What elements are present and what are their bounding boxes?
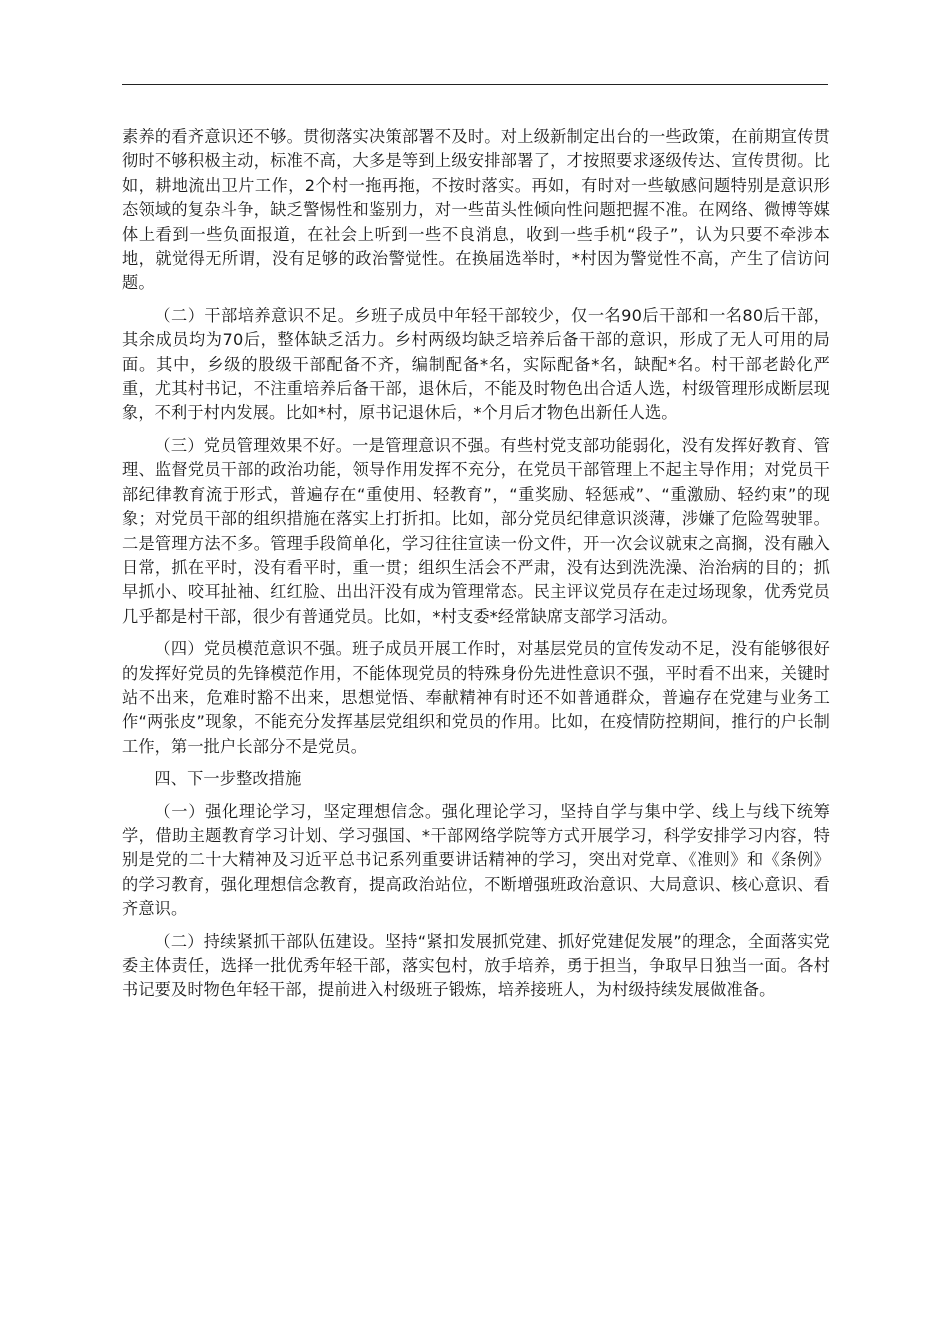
paragraph-continuation: 素养的看齐意识还不够。贯彻落实决策部署不及时。对上级新制定出台的一些政策，在前期宣传贯彻时不够积极主动，标准不高，大多是等到上级安排部署了，才按照要求逐级传达、宣传贯彻。比如，耕地流出卫片工作，2个村一拖再拖，不按时落实。再如，有时对一些敏感问题特别是意识形态领域的复杂斗争，缺乏警惕性和鉴别力，对一些苗头性倾向性问题把握不准。在网络、微博等媒体上看到一些负面报道，在社会上听到一些不良消息，收到一些手机“段子”，认为只要不牵涉本地，就觉得无所谓，没有足够的政治警觉性。在换届选举时，*村因为警觉性不高，产生了信访问题。 (122, 127, 830, 293)
paragraph-theory-study: （一）强化理论学习，坚定理想信念。强化理论学习，坚持自学与集中学、线上与线下统筹学，借助主题教育学习计划、学习强国、*干部网络学院等方式开展学习，科学安排学习内容，特别是党的二十大精神及习近平总书记系列重要讲话精神的学习，突出对党章、《准则》和《条例》的学习教育，强化理想信念教育，提高政治站位，不断增强班政治意识、大局意识、核心意识、看齐意识。 (122, 801, 830, 919)
paragraph-cadre-team-building: （二）持续紧抓干部队伍建设。坚持“紧扣发展抓党建、抓好党建促发展”的理念，全面落实党委主体责任，选择一批优秀年轻干部，落实包村，放手培养，勇于担当，争取早日独当一面。各村书记要及时物色年轻干部，提前进入村级班子锻炼，培养接班人，为村级持续发展做准备。 (122, 931, 830, 1000)
document-body (122, 125, 830, 1011)
paragraph-cadre-training: （二）干部培养意识不足。乡班子成员中年轻干部较少，仅一名90后干部和一名80后干部，其余成员均为70后，整体缺乏活力。乡村两级均缺乏培养后备干部的意识，形成了无人可用的局面。其中，乡级的股级干部配备不齐，编制配备*名，实际配备*名，缺配*名。村干部老龄化严重，尤其村书记，不注重培养后备干部，退休后，不能及时物色出合适人选，村级管理形成断层现象，不利于村内发展。比如*村，原书记退休后，*个月后才物色出新任人选。 (122, 305, 830, 423)
paragraph-party-member-management: （三）党员管理效果不好。一是管理意识不强。有些村党支部功能弱化，没有发挥好教育、管理、监督党员干部的政治功能，领导作用发挥不充分，在党员干部管理上不起主导作用；对党员干部纪律教育流于形式，普遍存在“重使用、轻教育”，“重奖励、轻惩戒”、“重激励、轻约束”的现象；对党员干部的组织措施在落实上打折扣。比如，部分党员纪律意识淡薄，涉嫌了危险驾驶罪。二是管理方法不多。管理手段简单化，学习往往宣读一份文件，开一次会议就束之高搁，没有融入日常，抓在平时，没有看平时，重一贯；组织生活会不严肃，没有达到洗洗澡、治治病的目的；抓早抓小、咬耳扯袖、红红脸、出出汗没有成为管理常态。民主评议党员存在走过场现象，优秀党员几乎都是村干部，很少有普通党员。比如，*村支委*经常缺席支部学习活动。 (122, 435, 830, 626)
section-heading-next-steps: 四、下一步整改措施 (154, 769, 302, 789)
paragraph-model-awareness: （四）党员模范意识不强。班子成员开展工作时，对基层党员的宣传发动不足，没有能够很好的发挥好党员的先锋模范作用，不能体现党员的特殊身份先进性意识不强，平时看不出来，关键时站不出来，危难时豁不出来，思想觉悟、奉献精神有时还不如普通群众，普遍存在党建与业务工作“两张皮”现象，不能充分发挥基层党组织和党员的作用。比如，在疫情防控期间，推行的户长制工作，第一批户长部分不是党员。 (122, 639, 830, 756)
header-rule (122, 84, 828, 85)
